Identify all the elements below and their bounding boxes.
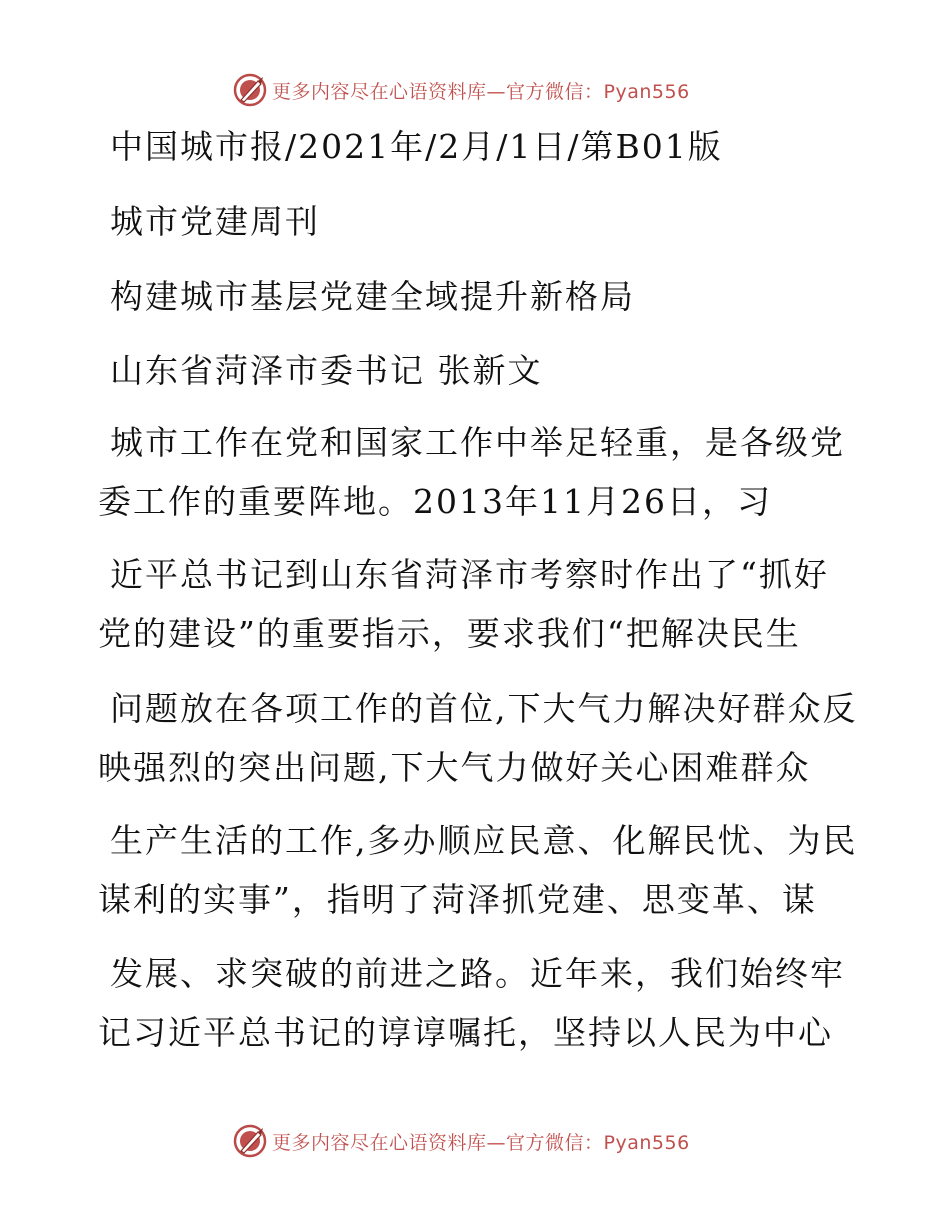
watermark-header bbox=[232, 70, 690, 110]
source-line: 中国城市报/2021年/2月/1日/第B01版 bbox=[110, 127, 723, 166]
body-line: 城市工作在党和国家工作中举足轻重，是各级党 bbox=[110, 423, 845, 462]
body-line: 映强烈的突出问题,下大气力做好关心困难群众 bbox=[98, 748, 811, 787]
body-line: 党的建设”的重要指示，要求我们“把解决民生 bbox=[98, 614, 801, 653]
body-line: 发展、求突破的前进之路。近年来，我们始终牢 bbox=[110, 954, 845, 993]
quill-seal-icon bbox=[232, 1123, 268, 1159]
body-line: 委工作的重要阵地。2013年11月26日，习 bbox=[98, 482, 772, 521]
body-line: 问题放在各项工作的首位,下大气力解决好群众反 bbox=[110, 689, 858, 728]
article-title: 构建城市基层党建全域提升新格局 bbox=[110, 277, 635, 316]
watermark-text: 更多内容尽在心语资料库—官方微信：Pyan556 bbox=[272, 80, 690, 103]
body-line: 生产生活的工作,多办顺应民意、化解民忧、为民 bbox=[110, 821, 858, 860]
article-author: 山东省菏泽市委书记 张新文 bbox=[110, 351, 543, 390]
watermark-footer bbox=[232, 1121, 690, 1161]
body-line: 近平总书记到山东省菏泽市考察时作出了“抓好 bbox=[110, 555, 829, 594]
body-line: 谋利的实事”，指明了菏泽抓党建、思变革、谋 bbox=[98, 880, 817, 919]
quill-seal-icon bbox=[232, 72, 268, 108]
watermark-text: 更多内容尽在心语资料库—官方微信：Pyan556 bbox=[272, 1131, 690, 1154]
body-line: 记习近平总书记的谆谆嘱托，坚持以人民为中心 bbox=[98, 1013, 833, 1052]
section-name: 城市党建周刊 bbox=[110, 202, 320, 241]
